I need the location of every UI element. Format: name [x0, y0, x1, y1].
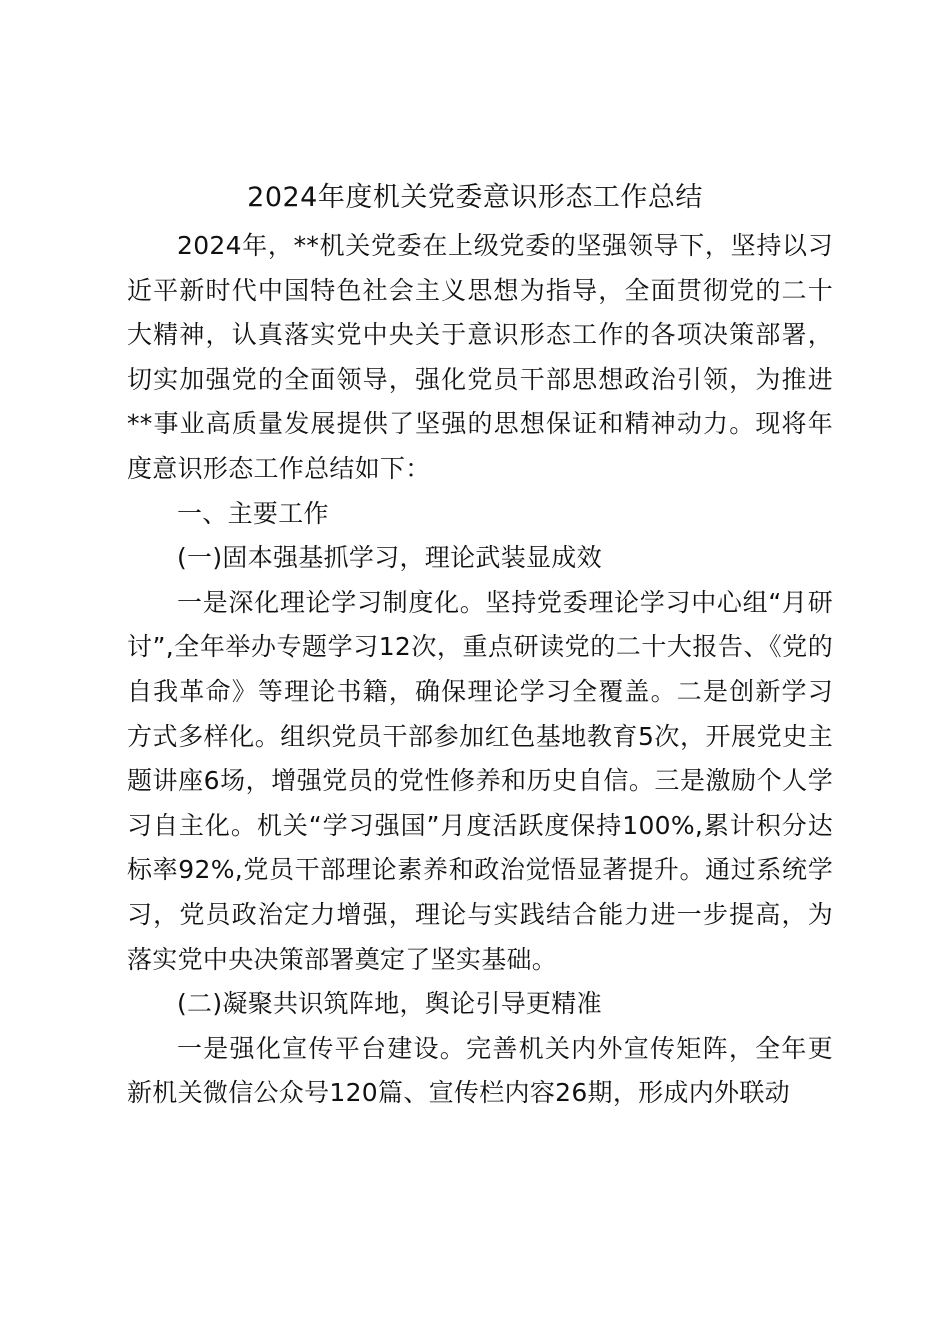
section-heading-main-work: 一、主要工作 [177, 498, 329, 528]
subsection-heading-2: (二)凝聚共识筑阵地，舆论引导更精准 [177, 989, 602, 1019]
document-title: 2024年度机关党委意识形态工作总结 [247, 182, 703, 213]
publicity-paragraph: 一是强化宣传平台建设。完善机关内外宣传矩阵，全年更新机关微信公众号120篇、宣传栏内容26期，形成内外联动 [127, 1033, 833, 1108]
document-body [127, 224, 833, 1116]
intro-paragraph: 2024年，**机关党委在上级党委的坚强领导下，坚持以习近平新时代中国特色社会主义思想为指导，全面贯彻党的二十大精神，认真落实党中央关于意识形态工作的各项决策部署，切实加强党的全面领导，强化党员干部思想政治引领，为推进**事业高质量发展提供了坚强的思想保证和精神动力。现将年度意识形态工作总结如下： [127, 231, 833, 483]
study-paragraph: 一是深化理论学习制度化。坚持党委理论学习中心组“月研讨”,全年举办专题学习12次，重点研读党的二十大报告、《党的自我革命》等理论书籍，确保理论学习全覆盖。二是创新学习方式多样化。组织党员干部参加红色基地教育5次，开展党史主题讲座6场，增强党员的党性修养和历史自信。三是激励个人学习自主化。机关“学习强国”月度活跃度保持100%,累计积分达标率92%,党员干部理论素养和政治觉悟显著提升。通过系统学习，党员政治定力增强，理论与实践结合能力进一步提高，为落实党中央决策部署奠定了坚实基础。 [127, 587, 833, 974]
subsection-heading-1: (一)固本强基抓学习，理论武装显成效 [177, 543, 602, 573]
